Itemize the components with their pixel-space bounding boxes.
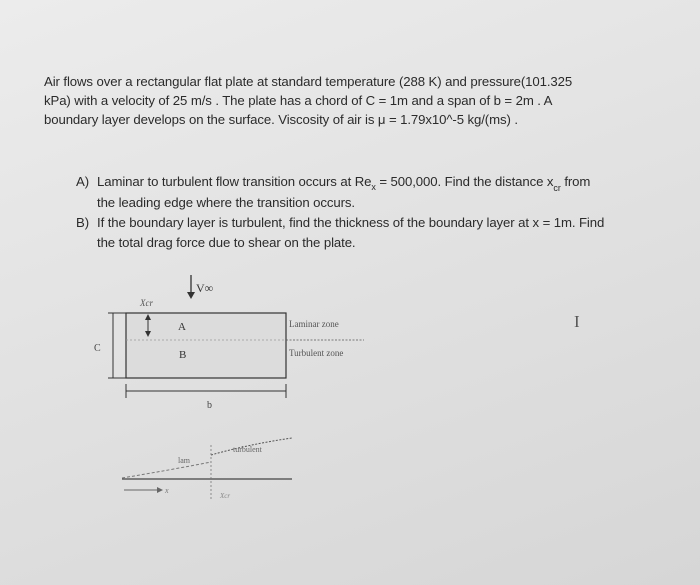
velocity-label: V∞ xyxy=(196,281,214,295)
region-b-label: B xyxy=(179,349,187,361)
x-arrowhead xyxy=(157,487,163,493)
xcr-label-top: Xcr xyxy=(140,298,153,308)
laminar-boundary-curve xyxy=(122,462,211,478)
text-cursor-icon: I xyxy=(574,312,580,331)
question-a-label: A) xyxy=(76,174,89,189)
problem-line-3: boundary layer develops on the surface. Viscosity of air is μ = 1.79x10^-5 kg/(ms) . xyxy=(44,112,518,127)
question-a-line-2: the leading edge where the transition occurs. xyxy=(97,195,355,210)
question-a-text: Laminar to turbulent flow transition occurs at Re xyxy=(97,174,372,189)
plate-rectangle xyxy=(126,313,286,378)
span-label: b xyxy=(207,400,212,411)
region-a-label: A xyxy=(178,321,186,333)
velocity-arrowhead xyxy=(187,292,195,299)
turbulent-zone-label: Turbulent zone xyxy=(289,348,344,358)
question-a-text-rest: = 500,000. Find the distance x xyxy=(379,174,554,189)
xcr-subscript: cr xyxy=(553,183,561,193)
chord-label: C xyxy=(94,343,101,354)
re-subscript: x xyxy=(371,182,376,192)
x-label: x xyxy=(165,486,169,495)
question-a-from: from xyxy=(564,174,591,189)
problem-line-2: kPa) with a velocity of 25 m/s . The plate has a chord of C = 1m and a span of b = 2m . A xyxy=(44,93,553,108)
turbulent-label: turbulent xyxy=(233,445,262,454)
question-b-line-1: If the boundary layer is turbulent, find the thickness of the boundary layer at x = 1m. Find xyxy=(97,215,605,230)
problem-line-1: Air flows over a rectangular flat plate at standard temperature (288 K) and pressure(101.325 xyxy=(44,74,573,89)
question-b-line-2: the total drag force due to shear on the plate. xyxy=(97,235,356,250)
question-b-label: B) xyxy=(76,215,89,230)
xcr-label-bottom: Xcr xyxy=(220,492,231,500)
laminar-zone-label: Laminar zone xyxy=(289,319,339,329)
laminar-label: lam xyxy=(178,456,190,465)
